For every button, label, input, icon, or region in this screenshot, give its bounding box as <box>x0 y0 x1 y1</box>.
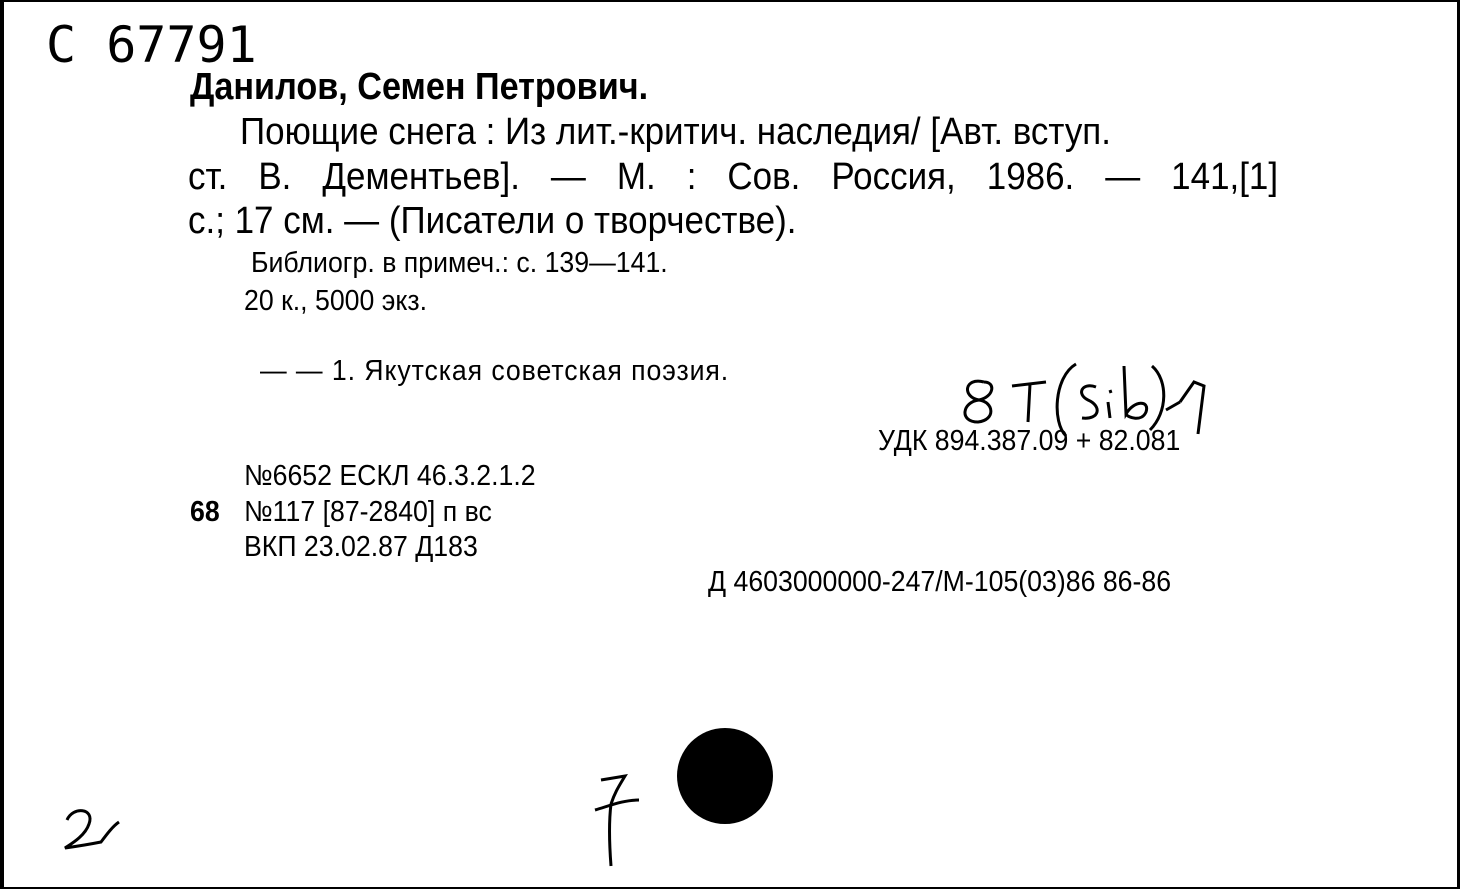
title-line-2-word: Россия, <box>831 156 956 198</box>
subject-heading: — — 1. Якутская советская поэзия. <box>260 355 730 387</box>
title-line-3: с.; 17 см. — (Писатели о творчестве). <box>188 200 797 242</box>
title-line-2-word: В. <box>258 156 292 198</box>
author-heading: Данилов, Семен Петрович. <box>190 66 649 108</box>
price-run: 20 к., 5000 экз. <box>244 285 428 317</box>
title-line-2-word: — <box>1105 156 1141 198</box>
title-line-1: Поющие снега : Из лит.-критич. наследия/ [Авт. вступ. <box>240 111 1111 153</box>
title-line-2-word: Дементьев]. <box>322 156 520 198</box>
title-line-2 <box>188 158 1278 196</box>
punched-hole-dot <box>677 728 773 824</box>
title-line-2-word: М. <box>616 156 656 198</box>
call-number: С 67791 <box>46 16 257 74</box>
title-line-2-word: : <box>686 156 697 198</box>
title-line-2-word: 1986. <box>986 156 1075 198</box>
title-line-2-word: — <box>550 156 586 198</box>
index-code: Д 4603000000-247/М-105(03)86 86-86 <box>708 566 1172 598</box>
title-line-2-word: 141,[1] <box>1171 156 1279 198</box>
handwritten-mark-center <box>589 770 649 870</box>
registration-prefix: 68 <box>190 496 220 528</box>
registration-line-2: №117 [87-2840] п вс <box>244 496 492 528</box>
udk-line: УДК 894.387.09 + 82.081 <box>878 425 1181 457</box>
title-line-2-word: Сов. <box>727 156 801 198</box>
registration-line-3: ВКП 23.02.87 Д183 <box>244 531 478 563</box>
title-line-2-word: ст. <box>188 156 228 198</box>
registration-line-1: №6652 ЕСКЛ 46.3.2.1.2 <box>244 460 536 492</box>
bibliography-note: Библиогр. в примеч.: с. 139—141. <box>251 247 668 279</box>
handwritten-mark-left <box>59 802 129 862</box>
